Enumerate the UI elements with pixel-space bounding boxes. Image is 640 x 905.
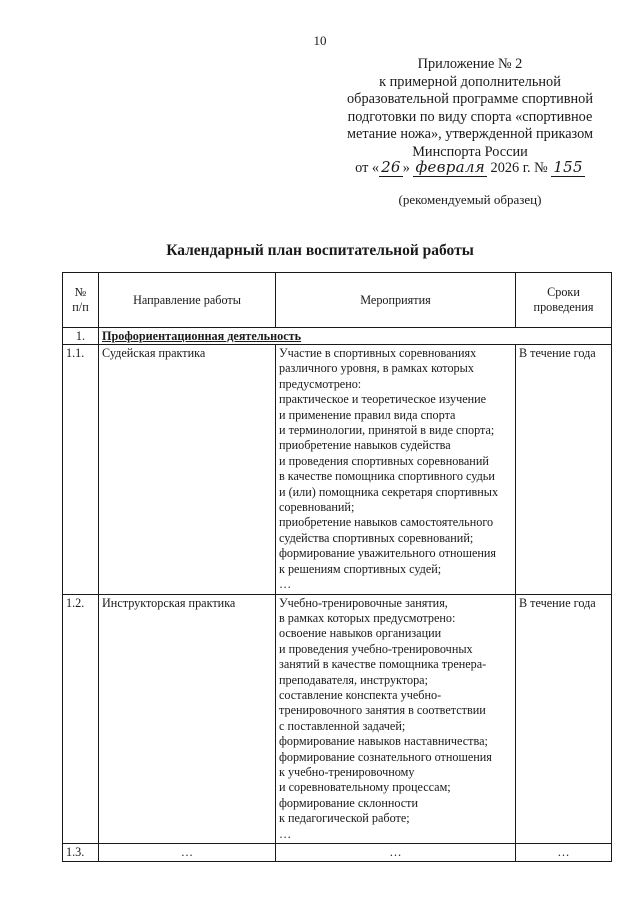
activity-line: формирование навыков наставничества;	[279, 734, 488, 749]
row-direction: Инструкторская практика	[99, 594, 276, 844]
row-number: 1.3.	[63, 844, 99, 862]
header-terms: Сроки проведения	[516, 273, 612, 328]
appendix-line: Минспорта России	[412, 143, 528, 160]
activity-line: практическое и теоретическое изучение	[279, 392, 487, 407]
row-direction: …	[99, 844, 276, 862]
section-title: Профориентационная деятельность	[102, 329, 302, 343]
activity-line: …	[279, 577, 292, 592]
activity-line: формирование склонности	[279, 795, 419, 810]
activity-line: к решениям спортивных судей;	[279, 561, 442, 576]
activity-line: Участие в спортивных соревнованиях	[279, 346, 477, 360]
row-activities	[276, 345, 516, 595]
recommended-note: (рекомендуемый образец)	[398, 192, 542, 207]
row-number: 1.1.	[63, 345, 99, 595]
activity-line: преподавателя, инструктора;	[279, 672, 428, 687]
plan-table	[62, 272, 612, 862]
handwritten-day: 26	[381, 158, 401, 176]
activity-line: приобретение навыков самостоятельного	[279, 515, 494, 530]
activity-line: Учебно-тренировочные занятия,	[279, 595, 448, 610]
activity-line: освоение навыков организации	[279, 626, 442, 641]
activity-line: тренировочного занятия в соответствии	[279, 703, 486, 718]
activity-line: с поставленной задачей;	[279, 718, 406, 733]
date-prefix: от «	[355, 160, 380, 176]
section-row	[63, 328, 612, 345]
row-terms: …	[516, 844, 612, 862]
handwritten-month: февраля	[415, 158, 485, 176]
activity-line: в рамках которых предусмотрено:	[279, 610, 456, 625]
activity-line: занятий в качестве помощника тренера-	[279, 657, 487, 672]
row-activities	[276, 594, 516, 844]
activity-line: …	[279, 826, 292, 841]
row-terms: В течение года	[516, 345, 612, 595]
appendix-line: Приложение № 2	[417, 56, 523, 72]
activity-line: предусмотрено:	[279, 376, 362, 391]
date-mid: »	[402, 160, 414, 176]
activity-line: в качестве помощника спортивного судьи	[279, 469, 495, 484]
activity-line: судейства спортивных соревнований;	[279, 530, 474, 545]
activity-line: и применение правил вида спорта	[279, 407, 456, 422]
appendix-block	[325, 56, 615, 162]
activity-line: к педагогической работе;	[279, 811, 410, 826]
row-terms: В течение года	[516, 594, 612, 844]
activity-line: формирование сознательного отношения	[279, 749, 492, 764]
table-row	[63, 844, 612, 862]
header-activities: Мероприятия	[276, 273, 516, 328]
row-activities: …	[276, 844, 516, 862]
activity-line: и терминологии, принятой в виде спорта;	[279, 423, 495, 438]
activity-line: приобретение навыков судейства	[279, 438, 451, 453]
activity-line: и (или) помощника секретаря спортивных	[279, 484, 499, 499]
table-header-row	[63, 273, 612, 328]
activity-line: соревнований;	[279, 500, 355, 515]
header-number: № п/п	[63, 273, 99, 328]
appendix-line: метание ножа», утвержденной приказом	[346, 126, 594, 143]
activity-line: различного уровня, в рамках которых	[279, 361, 474, 376]
appendix-line: подготовки по виду спорта «спортивное	[347, 108, 593, 125]
row-number: 1.2.	[63, 594, 99, 844]
section-title-cell	[99, 328, 612, 345]
activity-line: и проведения спортивных соревнований	[279, 453, 489, 468]
appendix-line: образовательной программе спортивной	[347, 91, 593, 108]
activity-line: и соревновательному процессам;	[279, 780, 451, 795]
table-row	[63, 345, 612, 595]
activity-line: к учебно-тренировочному	[279, 764, 415, 779]
appendix-line: к примерной дополнительной	[379, 73, 561, 90]
table-row	[63, 594, 612, 844]
row-direction: Судейская практика	[99, 345, 276, 595]
page-number: 10	[313, 33, 327, 48]
document-title: Календарный план воспитательной работы	[166, 242, 474, 259]
activity-line: и проведения учебно-тренировочных	[279, 641, 473, 656]
order-date-line	[325, 158, 615, 177]
header-direction: Направление работы	[99, 273, 276, 328]
date-year: 2026 г. №	[486, 160, 552, 176]
section-number: 1.	[63, 328, 99, 345]
activity-line: формирование уважительного отношения	[279, 546, 497, 561]
activity-line: составление конспекта учебно-	[279, 687, 442, 702]
handwritten-order-number: 155	[553, 158, 583, 176]
